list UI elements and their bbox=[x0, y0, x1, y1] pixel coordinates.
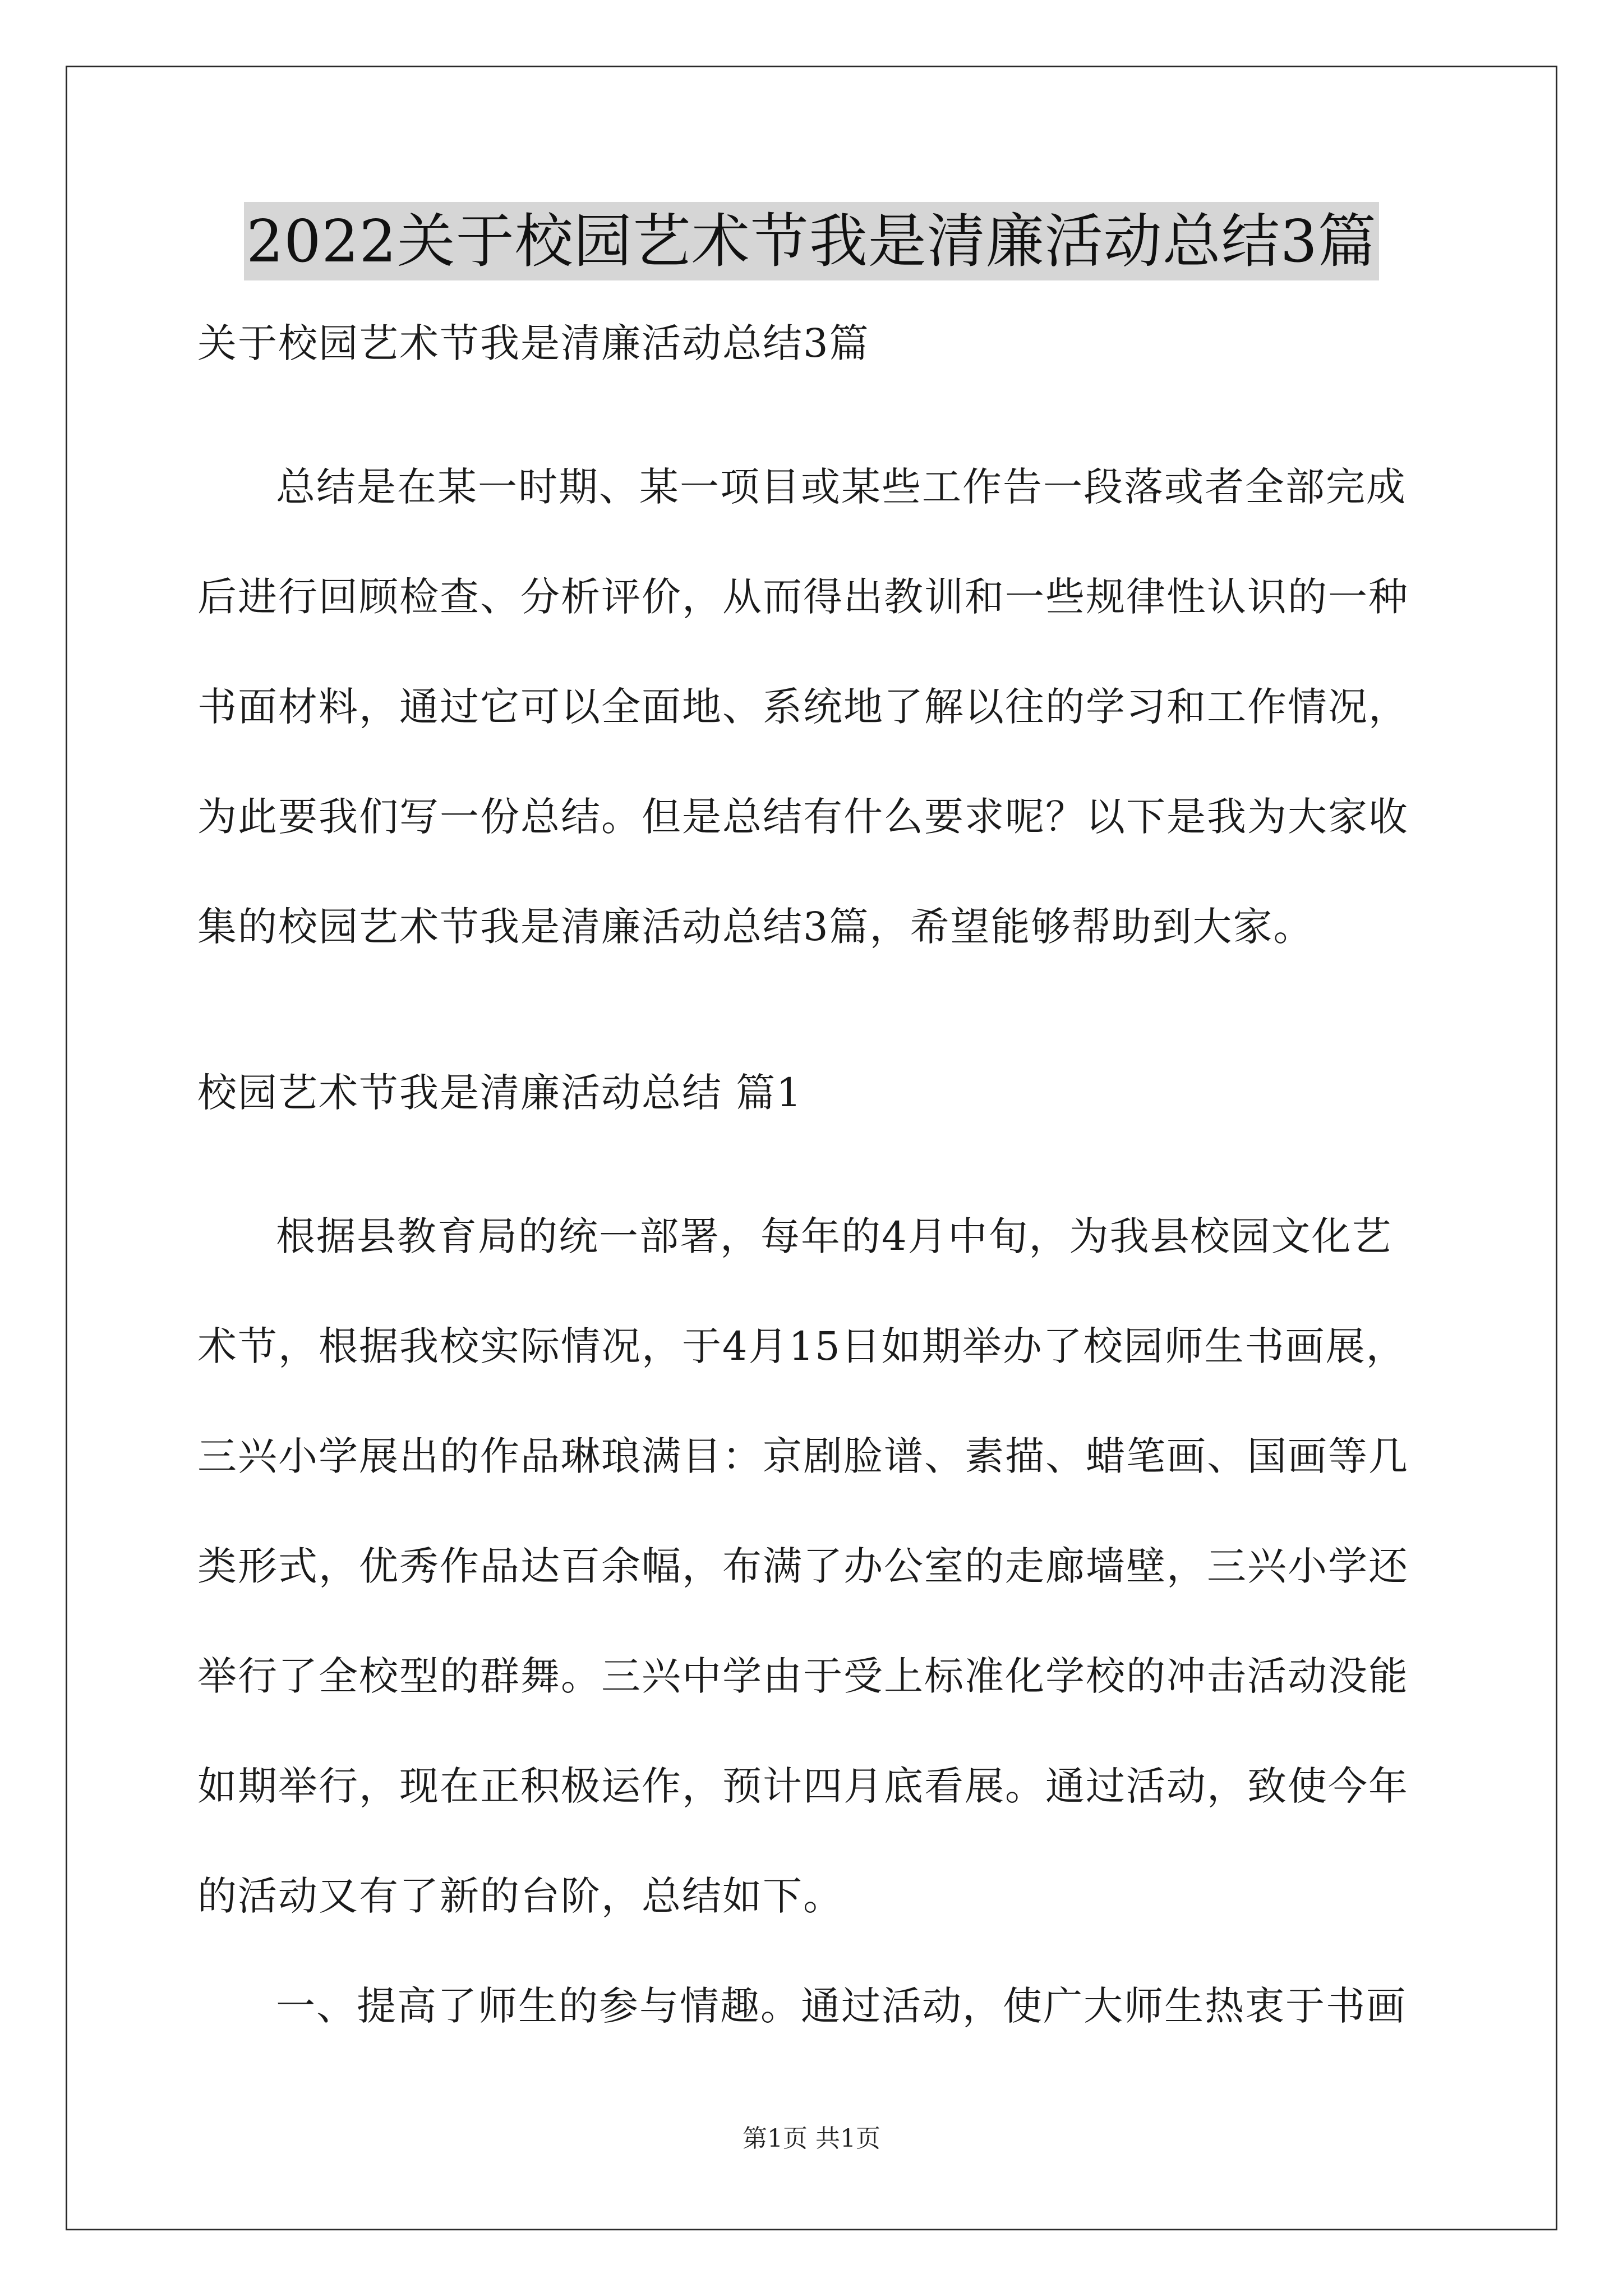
page-number-label: 第1页 共1页 bbox=[743, 2124, 880, 2153]
intro-line: 书面材料，通过它可以全面地、系统地了解以往的学习和工作情况， bbox=[197, 684, 1409, 730]
intro-line: 后进行回顾检查、分析评价，从而得出教训和一些规律性认识的一种 bbox=[197, 574, 1409, 620]
document-title: 2022关于校园艺术节我是清廉活动总结3篇 bbox=[244, 202, 1379, 280]
body-line: 如期举行，现在正积极运作，预计四月底看展。通过活动，致使今年 bbox=[197, 1763, 1409, 1809]
body-line: 举行了全校型的群舞。三兴中学由于受上标准化学校的冲击活动没能 bbox=[197, 1653, 1409, 1699]
intro-line: 为此要我们写一份总结。但是总结有什么要求呢？以下是我为大家收 bbox=[197, 794, 1409, 840]
body-line: 类形式，优秀作品达百余幅，布满了办公室的走廊墙壁，三兴小学还 bbox=[197, 1543, 1409, 1589]
section-heading: 校园艺术节我是清廉活动总结 篇1 bbox=[197, 1070, 803, 1116]
page-footer bbox=[0, 2118, 1623, 2154]
body-line: 的活动又有了新的台阶，总结如下。 bbox=[197, 1873, 843, 1919]
body-line: 根据县教育局的统一部署，每年的4月中旬，为我县校园文化艺 bbox=[276, 1213, 1393, 1259]
body-line: 三兴小学展出的作品琳琅满目：京剧脸谱、素描、蜡笔画、国画等几 bbox=[197, 1433, 1409, 1479]
intro-line: 总结是在某一时期、某一项目或某些工作告一段落或者全部完成 bbox=[276, 464, 1407, 510]
body-line: 一、提高了师生的参与情趣。通过活动，使广大师生热衷于书画 bbox=[276, 1983, 1407, 2029]
title-container bbox=[0, 202, 1623, 280]
body-line: 术节，根据我校实际情况，于4月15日如期举办了校园师生书画展， bbox=[197, 1323, 1407, 1369]
document-subtitle: 关于校园艺术节我是清廉活动总结3篇 bbox=[197, 320, 870, 366]
intro-line: 集的校园艺术节我是清廉活动总结3篇，希望能够帮助到大家。 bbox=[197, 904, 1314, 950]
